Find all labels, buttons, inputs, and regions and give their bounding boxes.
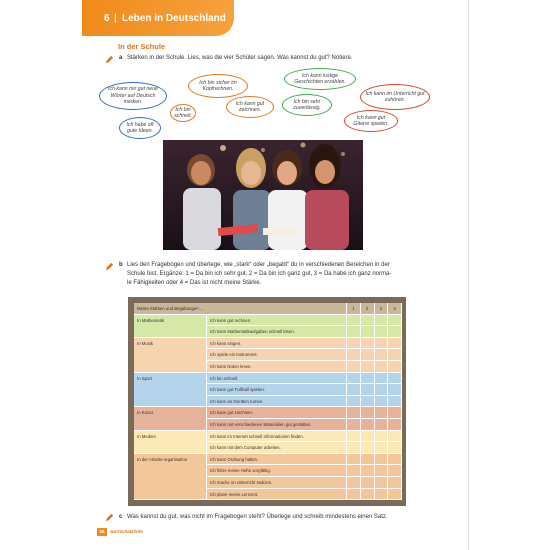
rating-cell-2[interactable] bbox=[361, 326, 375, 338]
statement-cell: Ich kann gut zeichnen. bbox=[207, 407, 347, 419]
rating-cell-4[interactable] bbox=[388, 315, 402, 327]
rating-cell-4[interactable] bbox=[388, 338, 402, 350]
rating-cell-1[interactable] bbox=[347, 431, 361, 443]
chapter-title: Leben in Deutschland bbox=[122, 13, 226, 24]
rating-column-header: 2 bbox=[361, 303, 375, 315]
rating-cell-4[interactable] bbox=[388, 407, 402, 419]
speech-bubble: Ich kann im Unterricht gut zuhören. bbox=[360, 84, 430, 110]
statement-cell: Ich kann an Geräten turnen. bbox=[207, 396, 347, 408]
speech-bubble: Ich bin sehr zuverlässig. bbox=[282, 94, 332, 116]
rating-cell-2[interactable] bbox=[361, 477, 375, 489]
statement-cell: Ich kann mit dem Computer arbeiten. bbox=[207, 442, 347, 454]
task-c-text: Was kannst du gut, was nicht im Fragebogen steht? Überlege und schreib mindestens einen Satz. bbox=[127, 514, 388, 520]
rating-cell-3[interactable] bbox=[375, 338, 389, 350]
rating-cell-2[interactable] bbox=[361, 361, 375, 373]
statement-cell: Ich kann Ordnung halten. bbox=[207, 454, 347, 466]
rating-cell-2[interactable] bbox=[361, 349, 375, 361]
rating-cell-4[interactable] bbox=[388, 489, 402, 501]
rating-cell-2[interactable] bbox=[361, 396, 375, 408]
rating-cell-3[interactable] bbox=[375, 431, 389, 443]
pencil-icon bbox=[105, 55, 114, 64]
table-row bbox=[134, 465, 402, 477]
statement-cell: Ich kann Noten lesen. bbox=[207, 361, 347, 373]
table-row bbox=[134, 454, 402, 466]
speech-bubble: Ich kann lustige Geschichten erzählen. bbox=[284, 68, 356, 90]
table-row bbox=[134, 326, 402, 338]
table-header-label: Meine Stärken und Begabungen … bbox=[134, 303, 347, 315]
rating-cell-4[interactable] bbox=[388, 373, 402, 385]
table-row bbox=[134, 489, 402, 501]
rating-cell-4[interactable] bbox=[388, 384, 402, 396]
speech-bubble: Ich habe oft gute Ideen. bbox=[119, 117, 161, 139]
rating-cell-2[interactable] bbox=[361, 338, 375, 350]
task-c-letter: c bbox=[119, 514, 123, 520]
rating-column-header: 1 bbox=[347, 303, 361, 315]
header-separator: | bbox=[114, 13, 117, 24]
rating-cell-4[interactable] bbox=[388, 349, 402, 361]
statement-cell: Ich spiele ein Instrument. bbox=[207, 349, 347, 361]
page-spine bbox=[468, 0, 469, 550]
pencil-icon bbox=[105, 262, 114, 271]
rating-cell-1[interactable] bbox=[347, 373, 361, 385]
rating-cell-4[interactable] bbox=[388, 477, 402, 489]
table-row bbox=[134, 338, 402, 350]
rating-cell-1[interactable] bbox=[347, 349, 361, 361]
rating-cell-3[interactable] bbox=[375, 384, 389, 396]
rating-cell-3[interactable] bbox=[375, 349, 389, 361]
table-row bbox=[134, 419, 402, 431]
rating-cell-3[interactable] bbox=[375, 407, 389, 419]
rating-cell-2[interactable] bbox=[361, 431, 375, 443]
task-b-line1: Lies den Fragebogen und überlege, wie „stark“ oder „begabt“ du in verschiedenen Bereichen in der bbox=[127, 262, 390, 268]
chapter-number: 6 bbox=[104, 13, 110, 24]
rating-cell-3[interactable] bbox=[375, 442, 389, 454]
statement-cell: Ich plane meine Lernzeit. bbox=[207, 489, 347, 501]
students-photo bbox=[163, 140, 363, 250]
table-row bbox=[134, 477, 402, 489]
rating-cell-4[interactable] bbox=[388, 465, 402, 477]
rating-cell-2[interactable] bbox=[361, 315, 375, 327]
statement-cell: Ich bin schnell. bbox=[207, 373, 347, 385]
rating-cell-4[interactable] bbox=[388, 419, 402, 431]
rating-cell-1[interactable] bbox=[347, 442, 361, 454]
footer-label: wortschatz/info bbox=[110, 529, 144, 534]
table-row bbox=[134, 384, 402, 396]
rating-cell-1[interactable] bbox=[347, 338, 361, 350]
rating-cell-4[interactable] bbox=[388, 396, 402, 408]
rating-cell-1[interactable] bbox=[347, 454, 361, 466]
category-label: In Medien bbox=[134, 431, 207, 454]
task-a-text: Stärken in der Schule. Lies, was die vier Schüler sagen. Was kannst du gut? Notiere. bbox=[127, 55, 353, 61]
rating-cell-2[interactable] bbox=[361, 442, 375, 454]
table-row bbox=[134, 442, 402, 454]
table-row bbox=[134, 315, 402, 327]
rating-cell-1[interactable] bbox=[347, 361, 361, 373]
rating-cell-1[interactable] bbox=[347, 419, 361, 431]
rating-cell-4[interactable] bbox=[388, 431, 402, 443]
rating-cell-4[interactable] bbox=[388, 361, 402, 373]
task-b-line3: le Fähigkeiten oder 4 = Das ist nicht meine Stärke. bbox=[127, 280, 262, 286]
table-row bbox=[134, 349, 402, 361]
rating-cell-4[interactable] bbox=[388, 326, 402, 338]
task-b-letter: b bbox=[119, 262, 123, 268]
statement-cell: Ich kann singen. bbox=[207, 338, 347, 350]
statement-cell: Ich kann Mathematikaufgaben schnell lösen. bbox=[207, 326, 347, 338]
category-label: In Kunst bbox=[134, 407, 207, 430]
table-row bbox=[134, 396, 402, 408]
statement-cell: Ich führe meine Hefte sorgfältig. bbox=[207, 465, 347, 477]
rating-cell-1[interactable] bbox=[347, 489, 361, 501]
speech-bubble: Ich bin schnell. bbox=[170, 104, 196, 122]
table-row bbox=[134, 361, 402, 373]
rating-cell-1[interactable] bbox=[347, 396, 361, 408]
page-number: 26 bbox=[97, 528, 107, 536]
rating-cell-3[interactable] bbox=[375, 465, 389, 477]
rating-cell-4[interactable] bbox=[388, 454, 402, 466]
rating-cell-3[interactable] bbox=[375, 454, 389, 466]
rating-cell-3[interactable] bbox=[375, 373, 389, 385]
rating-cell-2[interactable] bbox=[361, 489, 375, 501]
table-row bbox=[134, 431, 402, 443]
category-label: In Sport bbox=[134, 373, 207, 408]
rating-cell-1[interactable] bbox=[347, 465, 361, 477]
rating-cell-3[interactable] bbox=[375, 326, 389, 338]
table-row bbox=[134, 407, 402, 419]
statement-cell: Ich kann mit verschiedenen Materialien gut gestalten. bbox=[207, 419, 347, 431]
rating-cell-3[interactable] bbox=[375, 315, 389, 327]
rating-cell-2[interactable] bbox=[361, 454, 375, 466]
category-label: In Mathematik bbox=[134, 315, 207, 338]
rating-cell-1[interactable] bbox=[347, 315, 361, 327]
pencil-icon bbox=[105, 513, 114, 522]
rating-column-header: 4 bbox=[388, 303, 402, 315]
table-header-row bbox=[134, 303, 402, 315]
statement-cell: Ich kann gut Fußball spielen. bbox=[207, 384, 347, 396]
rating-cell-2[interactable] bbox=[361, 373, 375, 385]
rating-cell-3[interactable] bbox=[375, 489, 389, 501]
statement-cell: Ich mache im Unterricht Notizen. bbox=[207, 477, 347, 489]
rating-cell-2[interactable] bbox=[361, 384, 375, 396]
rating-cell-2[interactable] bbox=[361, 419, 375, 431]
table-row bbox=[134, 373, 402, 385]
rating-cell-1[interactable] bbox=[347, 326, 361, 338]
task-a-letter: a bbox=[119, 55, 123, 61]
statement-cell: Ich kann im Internet schnell Informationen finden. bbox=[207, 431, 347, 443]
task-b-line2: Schule bist. Ergänze: 1 = Da bin ich sehr gut, 2 = Da bin ich ganz gut, 3 = Da habe ich ganz norma- bbox=[127, 271, 392, 277]
rating-cell-3[interactable] bbox=[375, 396, 389, 408]
speech-bubble: Ich kann mir gut neue Wörter auf Deutsch merken. bbox=[99, 82, 167, 110]
rating-cell-4[interactable] bbox=[388, 442, 402, 454]
rating-cell-3[interactable] bbox=[375, 361, 389, 373]
speech-bubble: Ich kann gut zeichnen. bbox=[226, 96, 274, 118]
rating-column-header: 3 bbox=[375, 303, 389, 315]
category-label: In der Arbeits-organisation bbox=[134, 454, 207, 500]
section-title: In der Schule bbox=[118, 42, 166, 51]
rating-cell-3[interactable] bbox=[375, 419, 389, 431]
rating-cell-1[interactable] bbox=[347, 477, 361, 489]
category-label: In Musik bbox=[134, 338, 207, 373]
rating-cell-2[interactable] bbox=[361, 465, 375, 477]
rating-cell-3[interactable] bbox=[375, 477, 389, 489]
rating-cell-1[interactable] bbox=[347, 384, 361, 396]
speech-bubble: Ich kann gut Gitarre spielen. bbox=[344, 110, 398, 132]
statement-cell: Ich kann gut rechnen. bbox=[207, 315, 347, 327]
speech-bubble: Ich bin sicher im Kopfrechnen. bbox=[188, 74, 248, 98]
rating-cell-2[interactable] bbox=[361, 407, 375, 419]
rating-cell-1[interactable] bbox=[347, 407, 361, 419]
